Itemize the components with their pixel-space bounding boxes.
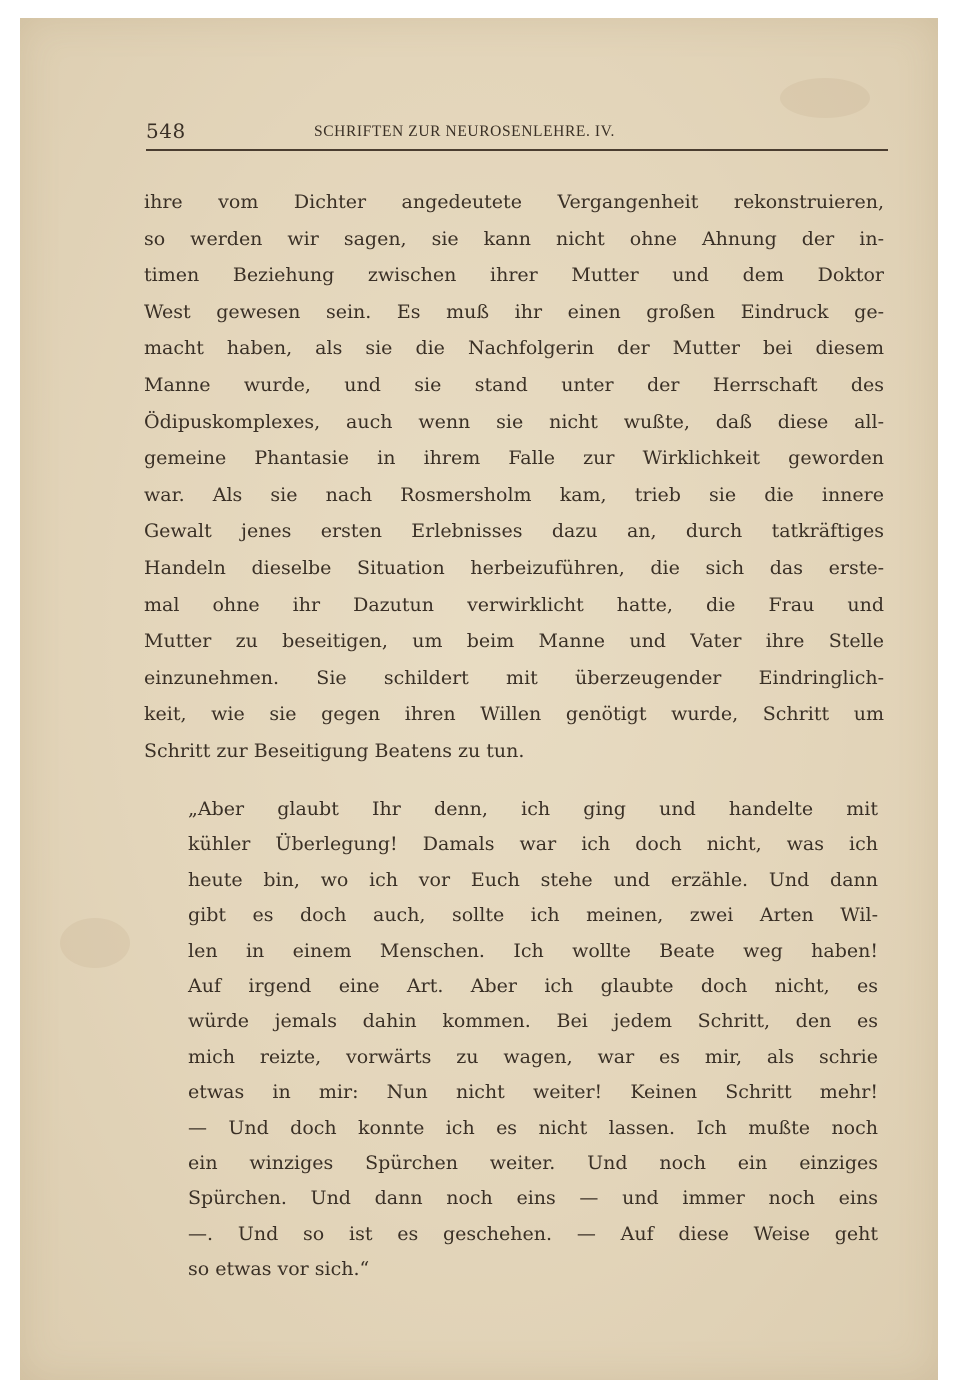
text-line: Ödipuskomplexes, auch wenn sie nicht wußte, daß diese all- [144,410,884,433]
quote-line: so etwas vor sich.“ [188,1258,370,1281]
text-line: ihre vom Dichter angedeutete Vergangenheit rekonstruieren, [144,191,884,213]
text-line: timen Beziehung zwischen ihrer Mutter und dem Doktor [144,264,884,287]
quote-line: „Aber glaubt Ihr denn, ich ging und handelte mit [188,798,878,820]
quote-line: etwas in mir: Nun nicht weiter! Keinen Schritt mehr! [188,1081,878,1104]
quote-line: Auf irgend eine Art. Aber ich glaubte doch nicht, es [188,975,878,998]
quote-block [188,792,878,1288]
quote-line: ein winziges Spürchen weiter. Und noch ein einziges [188,1152,878,1175]
paper-stain [780,78,870,118]
text-line: gemeine Phantasie in ihrem Falle zur Wirklichkeit geworden [144,447,884,470]
text-line: West gewesen sein. Es muß ihr einen großen Eindruck ge- [144,300,884,323]
quote-line: len in einem Menschen. Ich wollte Beate weg haben! [188,939,878,962]
text-line: so werden wir sagen, sie kann nicht ohne Ahnung der in- [144,227,884,250]
paper-stain [60,918,130,968]
header-rule [146,149,888,151]
text-line: Mutter zu beseitigen, um beim Manne und Vater ihre Stelle [144,630,884,653]
quote-line: — Und doch konnte ich es nicht lassen. Ich mußte noch [188,1116,878,1139]
text-line: war. Als sie nach Rosmersholm kam, trieb sie die innere [144,483,884,506]
text-line: macht haben, als sie die Nachfolgerin der Mutter bei diesem [144,337,884,360]
text-line: Handeln dieselbe Situation herbeizuführen, die sich das erste- [144,556,884,579]
running-head: SCHRIFTEN ZUR NEUROSENLEHRE. IV. [314,123,615,140]
text-line: Manne wurde, und sie stand unter der Herrschaft des [144,373,884,396]
text-line: einzunehmen. Sie schildert mit überzeugender Eindringlich- [144,666,884,689]
page-number: 548 [146,119,186,143]
text-line: Gewalt jenes ersten Erlebnisses dazu an, durch tatkräftiges [144,520,884,543]
page-header [146,117,888,145]
quote-line: heute bin, wo ich vor Euch stehe und erzähle. Und dann [188,868,878,891]
body-paragraph [144,184,884,770]
text-line: mal ohne ihr Dazutun verwirklicht hatte, die Frau und [144,593,884,616]
text-line: Schritt zur Beseitigung Beatens zu tun. [144,739,525,762]
quote-line: Spürchen. Und dann noch eins — und immer noch eins [188,1187,878,1210]
text-line: keit, wie sie gegen ihren Willen genötigt wurde, Schritt um [144,703,884,726]
quote-line: —. Und so ist es geschehen. — Auf diese Weise geht [188,1222,878,1245]
quote-line: kühler Überlegung! Damals war ich doch nicht, was ich [188,833,878,856]
quote-line: gibt es doch auch, sollte ich meinen, zwei Arten Wil- [188,904,878,927]
quote-line: würde jemals dahin kommen. Bei jedem Schritt, den es [188,1010,878,1033]
quote-line: mich reizte, vorwärts zu wagen, war es mir, als schrie [188,1045,878,1068]
